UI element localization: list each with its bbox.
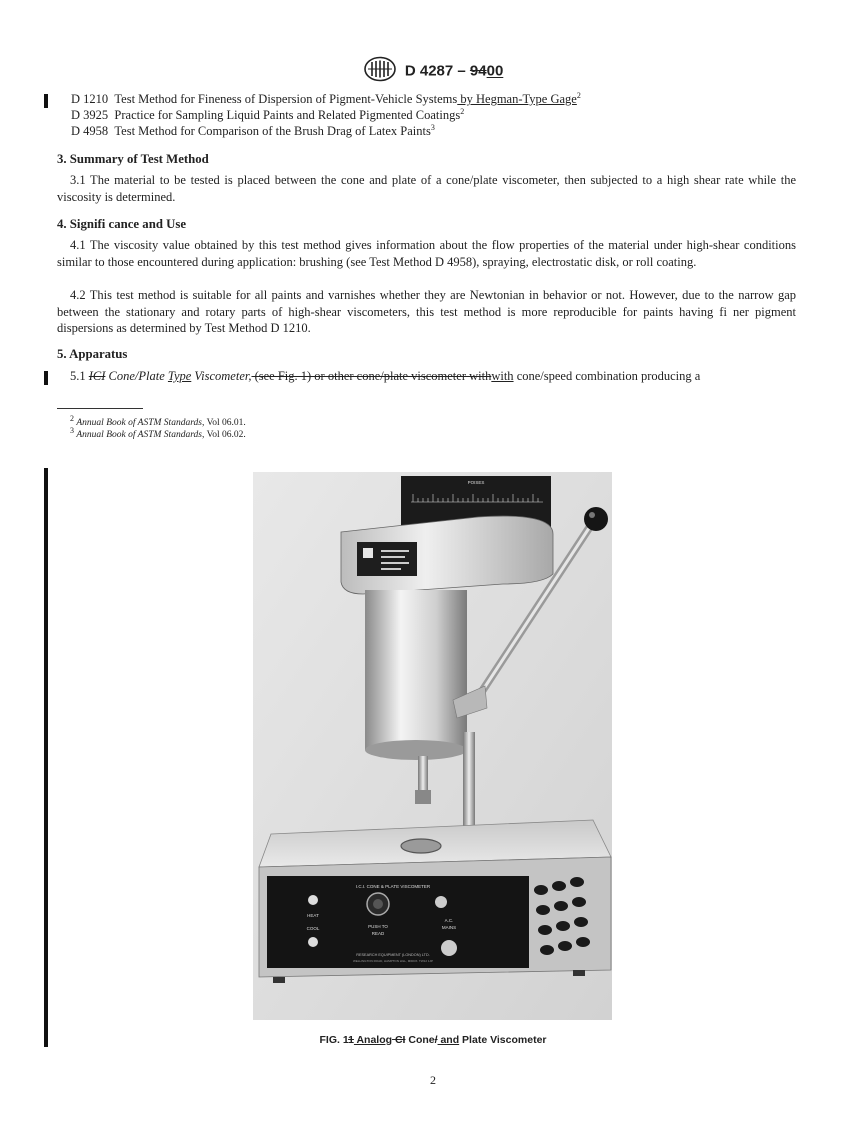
change-bar [44,94,48,108]
push-label: PUSH TO [368,924,388,929]
page-number: 2 [430,1073,436,1087]
deleted-text: 1 [348,1034,354,1046]
indicator-lamp-icon [435,896,447,908]
cool-switch-icon [308,937,318,947]
reference-item: D 3925 Practice for Sampling Liquid Paints and Related Pigmented Coatings$^2$ [71,106,465,122]
mains-switch-icon [441,940,457,956]
inserted-text: Analog [353,1034,393,1046]
paragraph: 3.1 The material to be tested is placed between the cone and plate of a cone/plate viscometer, then subjected to a high shear rate while the viscosity is determined. [57,173,796,204]
designation-inserted-text: 00 [486,62,504,80]
maker-address: WELLINGTON ROAD, HAMPTON HILL, MIDDX. TW12 1JP [352,959,434,963]
ac-label: A.C. [444,918,454,923]
document-designation: D 4287 – 9400 [404,62,504,80]
footnote-rule [57,408,143,409]
maker-label: RESEARCH EQUIPMENT (LONDON) LTD. [356,953,430,957]
footnote: $^3$ Annual Book of ASTM Standards, Vol 06.02. [70,425,246,440]
inserted-text: by Hegman-Type Gage [457,92,577,106]
deleted-text: (see Fig. 1) or other cone/plate viscometer with [251,369,492,383]
section-heading: 3. Summary of Test Method [57,152,209,166]
panel-title: I.C.I. CONE & PLATE VISCOMETER [355,884,431,889]
reference-item: D 4958 Test Method for Comparison of the Brush Drag of Latex Paints$^3$ [71,122,435,138]
paragraph: 4.1 The viscosity value obtained by this test method gives information about the flow properties of the material under high-shear conditions similar to those encountered during application: brushing (see Test Method D 4958), spraying, electrostatic disk, or roll coating. [57,238,796,269]
deleted-text: ICI [88,369,106,383]
inserted-text: Type [167,369,192,383]
reference-item: D 1210 Test Method for Fineness of Dispersion of Pigment-Vehicle Systems by Hegman-Type Gage$^2$ [71,90,581,106]
scale-label: POISES [467,480,485,485]
designation-deleted-text: 94 [469,62,487,80]
document-header [0,56,866,86]
inserted-text: and [437,1034,460,1046]
cool-label: COOL [306,926,320,931]
viscometer-photo [253,472,612,1020]
section-heading: 5. Apparatus [57,347,128,361]
heat-switch-icon [308,895,318,905]
deleted-text: / [434,1034,438,1046]
deleted-text: CI [392,1034,406,1046]
inserted-text: with [491,369,514,383]
paragraph: 4.2 This test method is suitable for all paints and varnishes whether they are Newtonian in behavior or not. However, due to the narrow gap between the stationary and rotary parts of high-shear viscometers, this test method is more reproducible for paints having fi ner pigment dispersions as determined by Test Method D 1210. [57,288,796,335]
paragraph: 5.1 ICI Cone/Plate Type Viscometer, (see Fig. 1) or other cone/plate viscometer withwith cone/speed combination producing a [70,369,701,383]
mains-label: MAINS [441,925,457,930]
astm-logo-icon [363,56,397,86]
section-heading: 4. Signifi cance and Use [57,217,187,231]
read-label: READ [371,931,385,936]
figure-caption: FIG. 11 Analog CI Cone/ and Plate Viscometer [319,1034,547,1046]
heat-label: HEAT [307,913,319,918]
change-bar [44,371,48,385]
change-bar [44,468,48,1047]
footnote: $^2$ Annual Book of ASTM Standards, Vol 06.01. [70,413,246,428]
